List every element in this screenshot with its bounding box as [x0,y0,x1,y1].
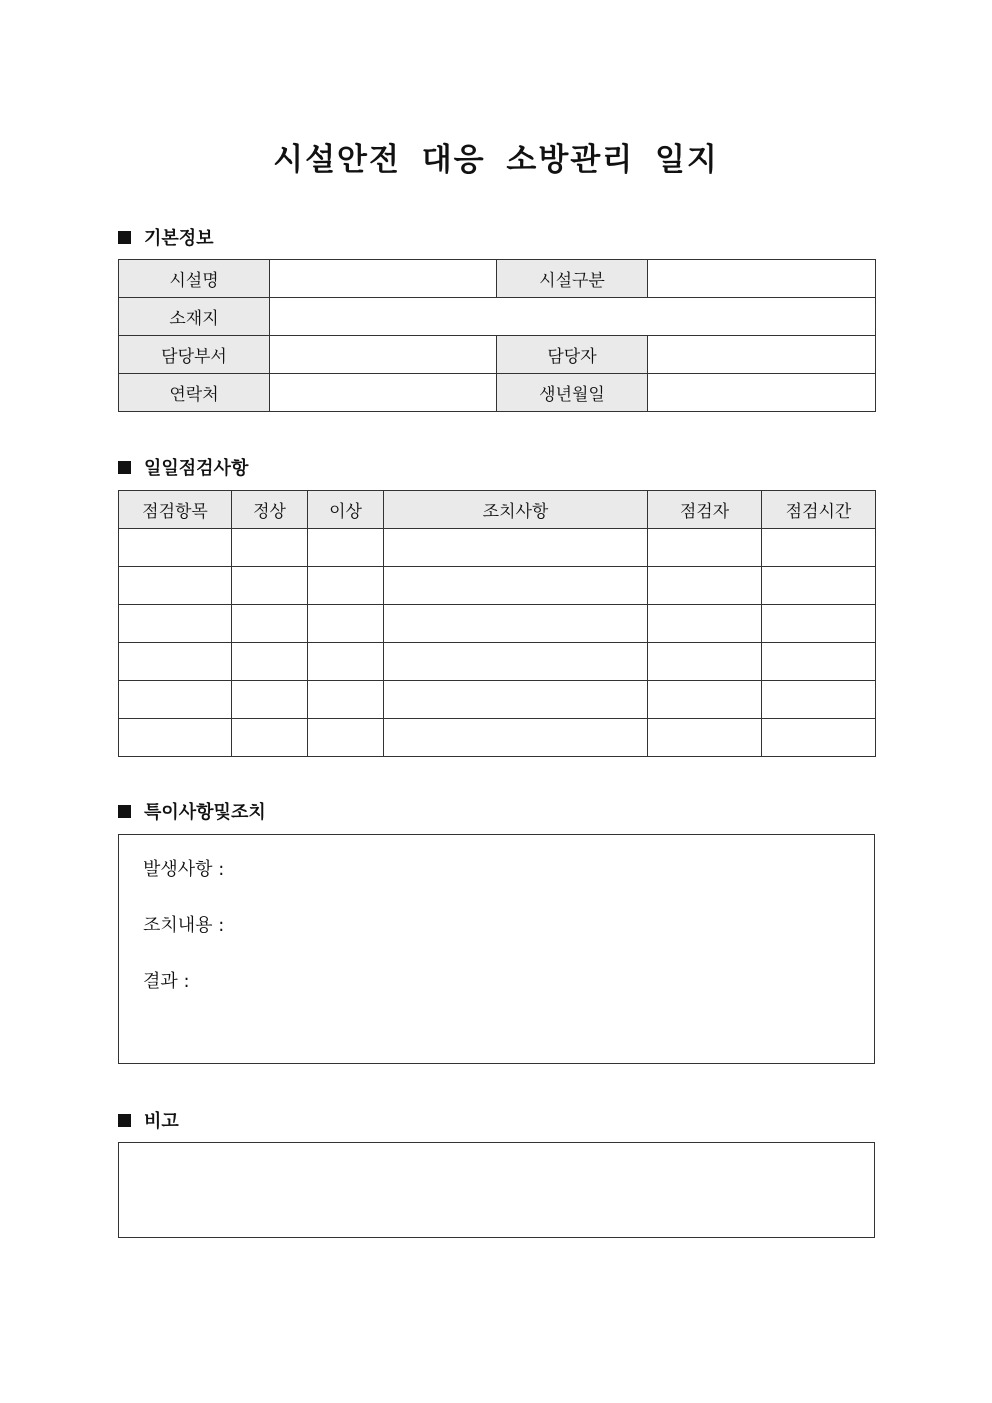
section-special-heading [118,798,266,824]
cell[interactable] [308,719,384,757]
cell[interactable] [648,681,762,719]
header-inspection-item: 점검항목 [119,491,232,529]
cell[interactable] [119,643,232,681]
square-bullet-icon [118,461,131,474]
cell[interactable] [232,719,308,757]
table-header-row [119,491,876,529]
page-title: 시설안전 대응 소방관리 일지 [273,142,719,178]
cell[interactable] [648,643,762,681]
cell[interactable] [648,529,762,567]
cell[interactable] [762,605,876,643]
birthdate-field[interactable] [648,374,876,412]
basic-info-table [118,259,876,412]
cell[interactable] [762,681,876,719]
manager-label: 담당자 [497,336,648,374]
cell[interactable] [232,529,308,567]
cell[interactable] [384,643,648,681]
table-row [119,643,876,681]
section-basic-info-heading [118,224,214,250]
cell[interactable] [384,681,648,719]
cell[interactable] [119,567,232,605]
cell[interactable] [119,529,232,567]
square-bullet-icon [118,805,131,818]
cell[interactable] [762,529,876,567]
cell[interactable] [308,529,384,567]
cell[interactable] [119,681,232,719]
section-daily-heading [118,454,248,480]
cell[interactable] [384,605,648,643]
cell[interactable] [308,643,384,681]
department-label: 담당부서 [119,336,270,374]
table-row [119,605,876,643]
section-basic-info-label: 기본정보 [144,228,214,249]
table-row [119,719,876,757]
cell[interactable] [648,605,762,643]
cell[interactable] [232,643,308,681]
address-field[interactable] [270,298,876,336]
occurrence-label: 발생사항 : [143,859,225,880]
cell[interactable] [762,567,876,605]
header-inspector: 점검자 [648,491,762,529]
contact-field[interactable] [270,374,497,412]
daily-inspection-table [118,490,876,757]
section-special-label: 특이사항및조치 [144,802,266,823]
header-inspection-time: 점검시간 [762,491,876,529]
contact-label: 연락처 [119,374,270,412]
birthdate-label: 생년월일 [497,374,648,412]
result-label: 결과 : [143,971,190,992]
section-remarks-heading [118,1107,179,1133]
cell[interactable] [232,605,308,643]
cell[interactable] [308,567,384,605]
cell[interactable] [762,643,876,681]
cell[interactable] [308,605,384,643]
facility-name-label: 시설명 [119,260,270,298]
section-remarks-label: 비고 [144,1111,179,1132]
address-label: 소재지 [119,298,270,336]
action-label: 조치내용 : [143,915,225,936]
cell[interactable] [119,719,232,757]
cell[interactable] [384,567,648,605]
table-row [119,681,876,719]
header-abnormal: 이상 [308,491,384,529]
cell[interactable] [384,529,648,567]
table-row [119,529,876,567]
table-row [119,567,876,605]
cell[interactable] [384,719,648,757]
manager-field[interactable] [648,336,876,374]
remarks-box[interactable] [118,1142,875,1238]
cell[interactable] [648,719,762,757]
facility-name-field[interactable] [270,260,497,298]
special-notes-box[interactable] [118,834,875,1064]
department-field[interactable] [270,336,497,374]
header-action: 조치사항 [384,491,648,529]
square-bullet-icon [118,1114,131,1127]
facility-type-field[interactable] [648,260,876,298]
cell[interactable] [648,567,762,605]
square-bullet-icon [118,231,131,244]
cell[interactable] [119,605,232,643]
cell[interactable] [762,719,876,757]
header-normal: 정상 [232,491,308,529]
cell[interactable] [232,567,308,605]
section-daily-label: 일일점검사항 [144,458,249,479]
facility-type-label: 시설구분 [497,260,648,298]
cell[interactable] [308,681,384,719]
cell[interactable] [232,681,308,719]
